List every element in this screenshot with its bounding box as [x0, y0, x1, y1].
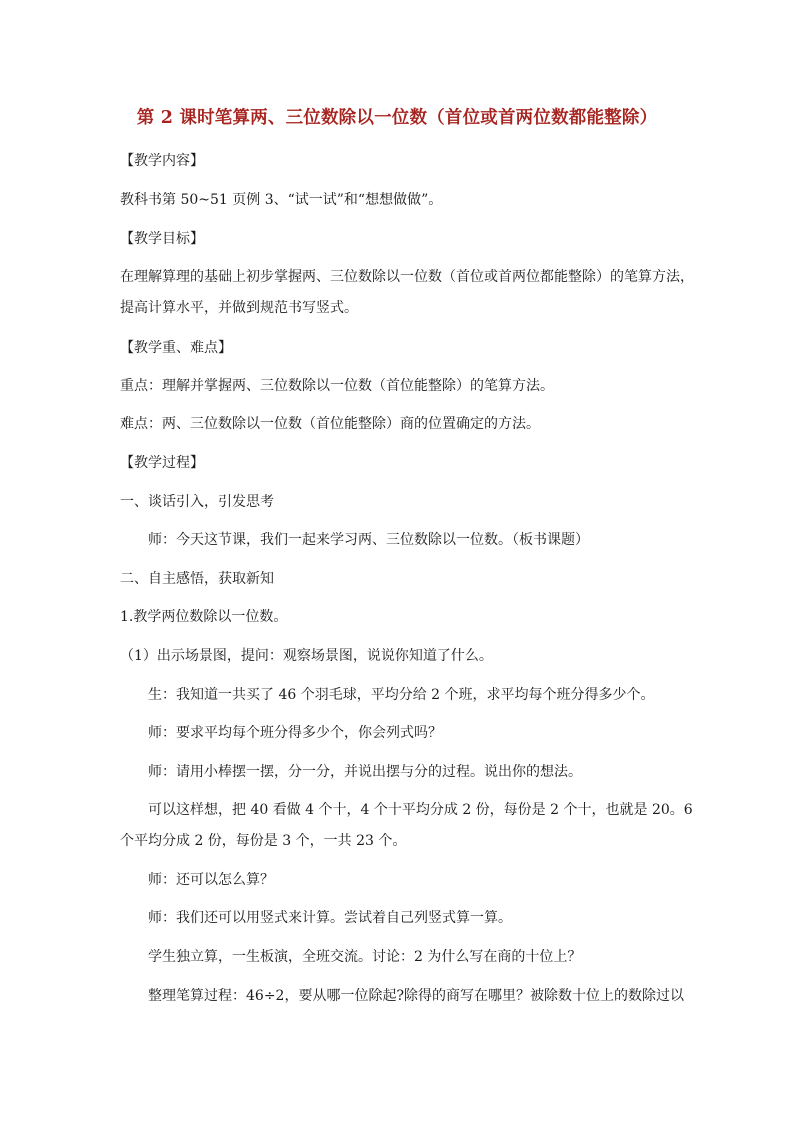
- sub-item-1-1: （1）出示场景图，提问：观察场景图，说说你知道了什么。: [120, 648, 493, 664]
- teacher-question-4: 师：还可以怎么算？: [148, 872, 274, 888]
- section-heading-goal: 【教学目标】: [120, 231, 204, 247]
- section-heading-process: 【教学过程】: [120, 455, 204, 471]
- step2-heading: 二、自主感悟，获取新知: [120, 571, 274, 587]
- teacher-question-5: 师：我们还可以用竖式来计算。尝试着自己列竖式算一算。: [148, 910, 512, 926]
- sub-item-1: 1.教学两位数除以一位数。: [120, 609, 288, 625]
- goal-line-1: 在理解算理的基础上初步掌握两、三位数除以一位数（首位或首两位都能整除）的笔算方法，: [120, 269, 694, 285]
- student-answer-line: 生：我知道一共买了 46 个羽毛球，平均分给 2 个班，求平均每个班分得多少个。: [148, 687, 655, 703]
- thinking-line-2: 个平均分成 2 份，每份是 3 个，一共 23 个。: [120, 833, 407, 849]
- step1-heading: 一、谈话引入，引发思考: [120, 494, 274, 510]
- keypoint-text: 重点：理解并掌握两、三位数除以一位数（首位能整除）的笔算方法。: [120, 378, 554, 394]
- goal-line-2: 提高计算水平，并做到规范书写竖式。: [120, 300, 358, 316]
- students-work-line: 学生独立算，一生板演，全班交流。讨论：2 为什么写在商的十位上？: [148, 949, 582, 965]
- thinking-line-1: 可以这样想，把 40 看做 4 个十，4 个十平均分成 2 份，每份是 2 个十，也就是 20。6: [148, 802, 693, 818]
- content-text: 教科书第 50~51 页例 3、“试一试”和“想想做做”。: [120, 192, 443, 208]
- teacher-question-2: 师：要求平均每个班分得多少个，你会列式吗？: [148, 725, 442, 741]
- teacher-question-3: 师：请用小棒摆一摆，分一分，并说出摆与分的过程。说出你的想法。: [148, 764, 582, 780]
- section-heading-content: 【教学内容】: [120, 153, 204, 169]
- summary-line: 整理笔算过程：46÷2，要从哪一位除起?除得的商写在哪里？被除数十位上的数除过以: [148, 988, 684, 1004]
- section-heading-keypoints: 【教学重、难点】: [120, 340, 232, 356]
- step1-teacher-line: 师：今天这节课，我们一起来学习两、三位数除以一位数。（板书课题）: [148, 532, 589, 548]
- lesson-title: 第 2 课时笔算两、三位数除以一位数（首位或首两位数都能整除）: [136, 108, 658, 128]
- difficulty-text: 难点：两、三位数除以一位数（首位能整除）商的位置确定的方法。: [120, 416, 540, 432]
